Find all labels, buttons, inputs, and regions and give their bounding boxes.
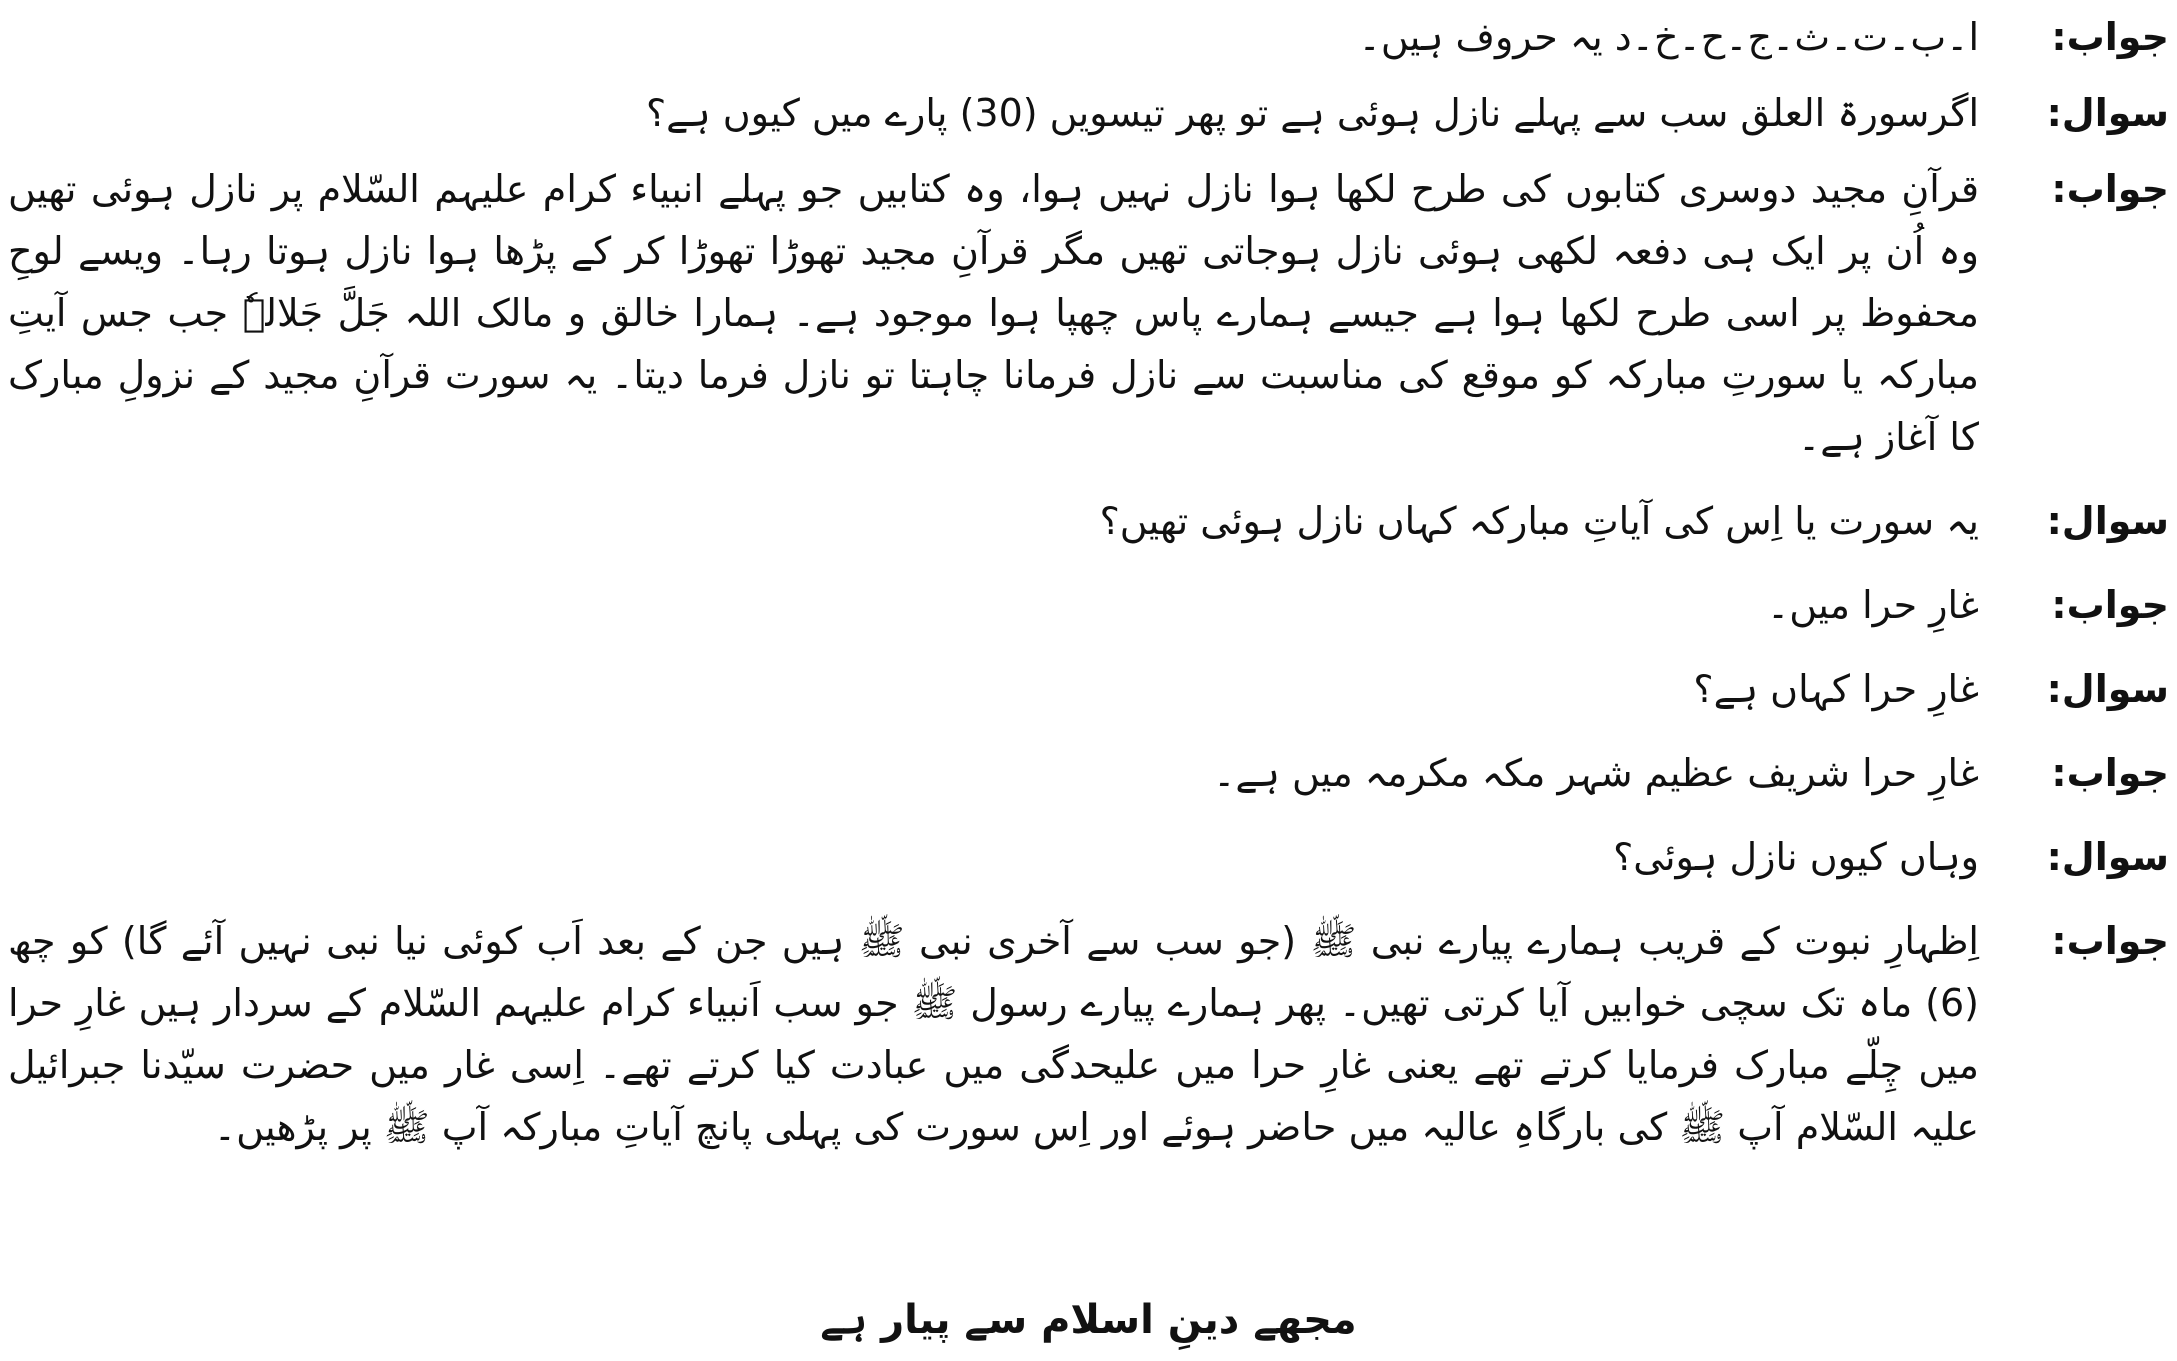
answer-text: غارِ حرا شریف عظیم شہر مکہ مکرمہ میں ہے۔ xyxy=(1213,751,1979,795)
question-text: یہ سورت یا اِس کی آیاتِ مبارکہ کہاں نازل ہوئی تھیں؟ xyxy=(1099,499,1979,543)
qa-answer-makkah xyxy=(8,742,2169,804)
footer-slogan: مجھے دینِ اسلام سے پیار ہے xyxy=(820,1297,1357,1343)
qa-question-why xyxy=(8,826,2169,888)
answer-text: اِظہارِ نبوت کے قریب ہمارے پیارے نبی ﷺ (جو سب سے آخری نبی ﷺ ہیں جن کے بعد اَب کوئی نیا نبی نہیں آئے گا) کو چھ (6) ماہ تک سچی خوابیں آیا کرتی تھیں۔ پھر ہمارے پیارے رسول ﷺ جو سب اَنبیاء کرام علیہم السّلام کے سردار ہیں غارِ حرا میں چِلّے مبارک فرمایا کرتے تھے یعنی غارِ حرا میں علیحدگی میں عبادت کیا کرتے تھے۔ اِسی غار میں حضرت سیّدنا جبرائیل علیہ السّلام آپ ﷺ کی بارگاہِ عالیہ میں حاضر ہوئے اور اِس سورت کی پہلی پانچ آیاتِ مبارکہ آپ ﷺ پر پڑھیں۔ xyxy=(8,919,1979,1149)
qa-question-cave-location xyxy=(8,658,2169,720)
question-text: غارِ حرا کہاں ہے؟ xyxy=(1693,667,1979,711)
question-label: سوال: xyxy=(2046,499,2169,543)
answer-label: جواب: xyxy=(2051,15,2169,59)
question-text: اگرسورۃ العلق سب سے پہلے نازل ہوئی ہے تو پھر تیسویں (30) پارے میں کیوں ہے؟ xyxy=(645,91,1979,135)
answer-label: جواب: xyxy=(2051,919,2169,963)
answer-text: قرآنِ مجید دوسری کتابوں کی طرح لکھا ہوا نازل نہیں ہوا، وہ کتابیں جو پہلے انبیاء کرام علیہم السّلام پر نازل ہوئی تھیں وہ اُن پر ایک ہی دفعہ لکھی ہوئی نازل ہوجاتی تھیں مگر قرآنِ مجید تھوڑا تھوڑا کر کے پڑھا ہوا نازل ہوتا رہا۔ ویسے لوحِ محفوظ پر اسی طرح لکھا ہوا ہے جیسے ہمارے پاس چھپا ہوا موجود ہے۔ ہمارا خالق و مالک اللہ جَلَّ جَلالہٗ جب جس آیتِ مبارکہ یا سورتِ مبارکہ کو موقع کی مناسبت سے نازل فرمانا چاہتا تو نازل فرما دیتا۔ یہ سورت قرآنِ مجید کے نزولِ مبارک کا آغاز ہے۔ xyxy=(8,167,1979,459)
qa-answer-cave xyxy=(8,574,2169,636)
question-label: سوال: xyxy=(2046,835,2169,879)
qa-answer-revelation xyxy=(8,158,2169,468)
qa-question-order xyxy=(8,82,2169,144)
answer-text: ا۔ب۔ت۔ث۔ج۔ح۔خ۔د یہ حروف ہیں۔ xyxy=(1358,15,1979,59)
answer-label: جواب: xyxy=(2051,751,2169,795)
question-label: سوال: xyxy=(2046,91,2169,135)
qa-answer-prophethood xyxy=(8,910,2169,1158)
question-label: سوال: xyxy=(2046,667,2169,711)
answer-label: جواب: xyxy=(2051,167,2169,211)
answer-label: جواب: xyxy=(2051,583,2169,627)
answer-text: غارِ حرا میں۔ xyxy=(1767,583,1979,627)
qa-question-where xyxy=(8,490,2169,552)
question-text: وہاں کیوں نازل ہوئی؟ xyxy=(1613,835,1979,879)
qa-answer-letters xyxy=(8,6,2169,68)
